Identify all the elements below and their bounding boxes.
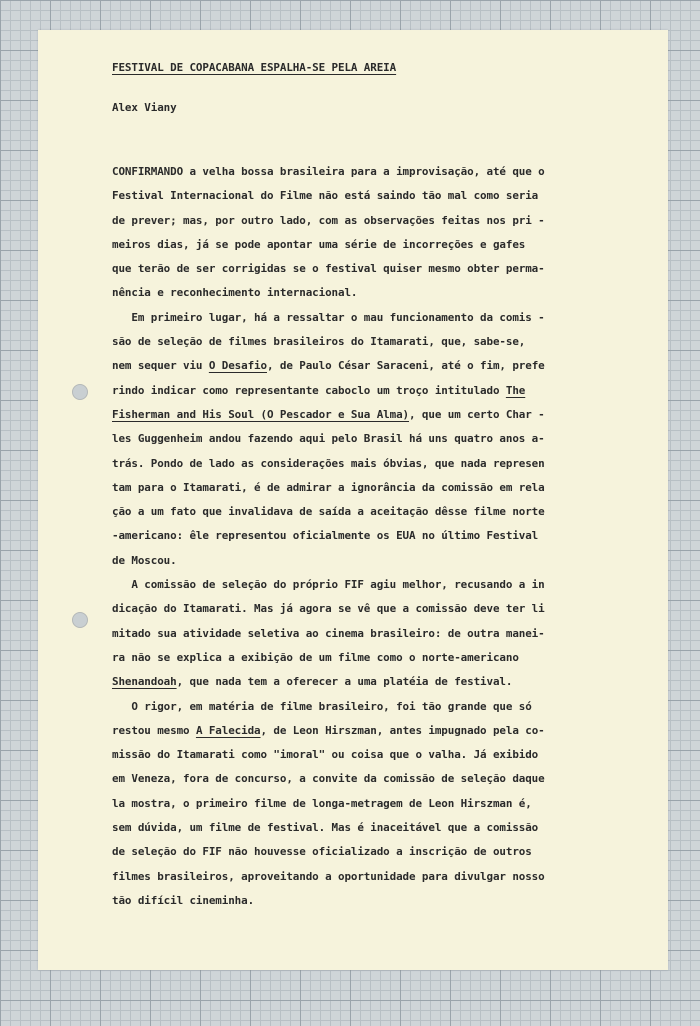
text-segment: la mostra, o primeiro filme de longa-metragem de Leon Hirszman é,	[112, 796, 532, 810]
binder-hole-bottom	[72, 612, 88, 628]
text-segment: les Guggenheim andou fazendo aqui pelo Brasil há uns quatro anos a-	[112, 432, 545, 446]
text-segment: de prever; mas, por outro lado, com as observações feitas nos pri -	[112, 213, 545, 227]
text-segment: O rigor, em matéria de filme brasileiro, foi tão grande que só	[112, 699, 532, 713]
text-line	[112, 306, 652, 330]
text-segment: são de seleção de filmes brasileiros do Itamarati, que, sabe-se,	[112, 335, 526, 349]
text-segment: CONFIRMANDO a velha bossa brasileira para a improvisação, até que o	[112, 165, 545, 178]
text-line	[112, 767, 652, 791]
text-line	[112, 476, 652, 500]
text-segment: ra não se explica a exibição de um filme como o norte-americano	[112, 650, 519, 664]
text-segment: mitado sua atividade seletiva ao cinema brasileiro: de outra manei-	[112, 626, 545, 640]
text-line	[112, 524, 652, 548]
text-segment: -americano: êle representou oficialmente os EUA no último Festival	[112, 529, 539, 543]
text-line	[112, 816, 652, 840]
text-line	[112, 160, 652, 184]
text-line	[112, 233, 652, 257]
text-segment: dicação do Itamarati. Mas já agora se vê que a comissão deve ter li	[112, 602, 545, 616]
text-segment: tão difícil cineminha.	[112, 893, 255, 907]
author-name: Alex Viany	[112, 101, 177, 114]
text-segment: trás. Pondo de lado as considerações mais óbvias, que nada represen	[112, 456, 545, 470]
text-segment: , de Leon Hirszman, antes impugnado pela co-	[260, 723, 545, 737]
text-segment: de Moscou.	[112, 553, 177, 567]
text-line	[112, 379, 652, 403]
text-segment: meiros dias, já se pode apontar uma série de incorreções e gafes	[112, 237, 526, 251]
text-segment: , de Paulo César Saraceni, até o fim, prefe	[266, 359, 545, 373]
text-segment: nência e reconhecimento internacional.	[112, 286, 358, 300]
underlined-title: A Falecida	[195, 723, 261, 737]
text-line	[112, 427, 652, 451]
underlined-title: Fisherman and His Soul (O Pescador e Sua Alma)	[112, 407, 410, 421]
text-line	[112, 403, 652, 427]
text-line	[112, 500, 652, 524]
text-segment: rindo indicar como representante caboclo um troço intitulado	[112, 383, 506, 397]
text-segment: Em primeiro lugar, há a ressaltar o mau funcionamento da comis -	[112, 310, 545, 324]
text-segment: ção a um fato que invalidava de saída a aceitação dêsse filme norte	[112, 505, 545, 519]
text-line	[112, 646, 652, 670]
text-line	[112, 719, 652, 743]
text-line	[112, 184, 652, 208]
text-segment: tam para o Itamarati, é de admirar a ignorância da comissão em rela	[112, 480, 545, 494]
text-line	[112, 452, 652, 476]
text-line	[112, 743, 652, 767]
text-line	[112, 281, 652, 305]
text-line	[112, 695, 652, 719]
text-line	[112, 549, 652, 573]
text-segment: A comissão de seleção do próprio FIF agiu melhor, recusando a in	[112, 578, 545, 592]
text-line	[112, 865, 652, 889]
text-segment: sem dúvida, um filme de festival. Mas é inaceitável que a comissão	[112, 821, 539, 835]
text-line	[112, 792, 652, 816]
text-line	[112, 573, 652, 597]
text-line	[112, 257, 652, 281]
text-segment: Festival Internacional do Filme não está saindo tão mal como seria	[112, 189, 539, 203]
text-segment: que terão de ser corrigidas se o festival quiser mesmo obter perma-	[112, 262, 545, 276]
binder-hole-top	[72, 384, 88, 400]
text-segment: missão do Itamarati como "imoral" ou coisa que o valha. Já exibido	[112, 748, 539, 762]
text-line	[112, 622, 652, 646]
article-body	[112, 160, 652, 913]
text-segment: restou mesmo	[112, 723, 196, 737]
text-line	[112, 889, 652, 913]
text-segment: em Veneza, fora de concurso, a convite da comissão de seleção daque	[112, 772, 545, 786]
text-segment: , que nada tem a oferecer a uma platéia de festival.	[176, 675, 513, 689]
underlined-title: The	[505, 383, 526, 397]
underlined-title: Shenandoah	[112, 675, 177, 689]
text-segment: nem sequer viu	[112, 359, 209, 373]
text-line	[112, 354, 652, 378]
article-title: FESTIVAL DE COPACABANA ESPALHA-SE PELA AREIA	[112, 61, 397, 74]
text-line	[112, 670, 652, 694]
text-line	[112, 209, 652, 233]
text-line	[112, 330, 652, 354]
text-segment: , que um certo Char -	[409, 407, 545, 421]
text-segment: filmes brasileiros, aproveitando a oportunidade para divulgar nosso	[112, 869, 545, 883]
text-line	[112, 597, 652, 621]
text-line	[112, 840, 652, 864]
text-segment: de seleção do FIF não houvesse oficializado a inscrição de outros	[112, 845, 532, 859]
underlined-title: O Desafio	[208, 359, 267, 373]
